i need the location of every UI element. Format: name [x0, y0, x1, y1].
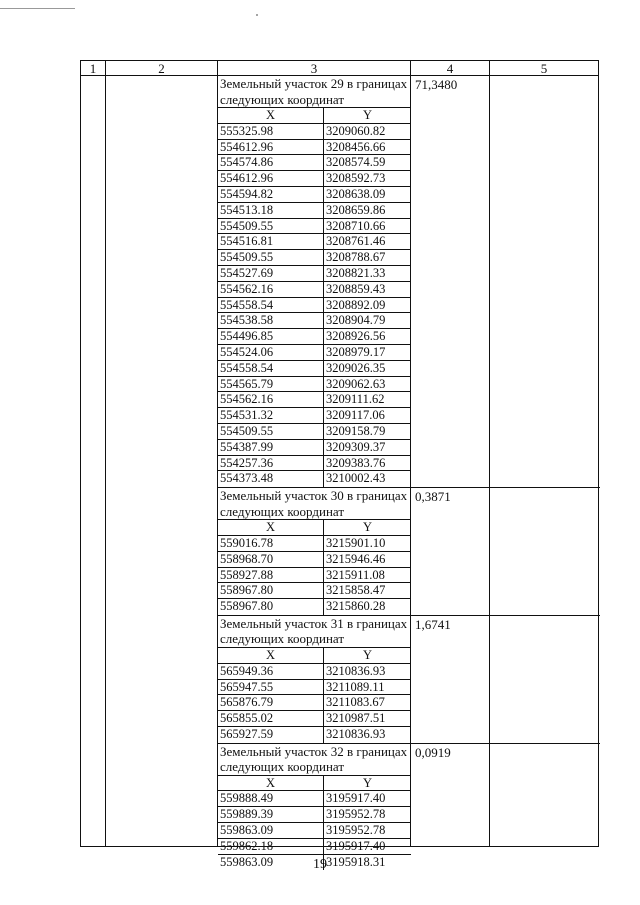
- coord-y-value: 3211089.11: [326, 679, 385, 694]
- coord-x-value: 554527.69: [218, 266, 324, 281]
- coord-x-value: 554574.86: [218, 155, 324, 170]
- col-divider-1: [105, 61, 106, 846]
- parcel-block: [218, 488, 600, 615]
- coord-x-value: 558927.88: [218, 568, 324, 583]
- coord-x-value: 565949.36: [218, 664, 324, 679]
- coord-y-value: 3211083.67: [326, 695, 385, 710]
- coord-x-value: 554509.55: [218, 219, 324, 234]
- coord-y-value: 3209062.63: [326, 376, 386, 391]
- parcel-area-value: 0,3871: [415, 489, 451, 505]
- coord-x-value: 559863.09: [218, 823, 324, 838]
- coord-x-value: 554562.16: [218, 392, 324, 407]
- coord-row: [218, 392, 411, 408]
- coord-row: [218, 234, 411, 250]
- parcel-area-value: 71,3480: [415, 77, 458, 92]
- coord-y-value: 3208592.73: [326, 171, 386, 186]
- coord-row: [218, 440, 411, 456]
- coord-header-y: Y: [362, 108, 373, 122]
- parcel-block: [218, 76, 600, 487]
- coord-y-value: 3208859.43: [326, 281, 386, 296]
- coord-x-value: 554558.54: [218, 361, 324, 376]
- coord-row: [218, 187, 411, 203]
- coord-x-value: 554509.55: [218, 250, 324, 265]
- coord-row: [218, 456, 411, 472]
- coord-x-value: 554257.36: [218, 456, 324, 471]
- coord-x-value: 559862.18: [218, 839, 324, 854]
- coord-row: [218, 471, 411, 487]
- parcel-block: [218, 744, 600, 871]
- coord-row: [218, 424, 411, 440]
- coord-y-value: 3208456.66: [326, 139, 386, 154]
- coord-y-value: 3195917.40: [326, 791, 386, 806]
- coord-x-value: 554594.82: [218, 187, 324, 202]
- scan-speck: [256, 14, 258, 16]
- coord-row: [218, 345, 411, 361]
- coord-row: [218, 408, 411, 424]
- coord-header-y: Y: [362, 647, 373, 662]
- coord-y-value: 3209158.79: [326, 423, 386, 438]
- coord-x-value: 554373.48: [218, 471, 324, 487]
- coord-x-value: 558967.80: [218, 583, 324, 598]
- coord-row: [218, 599, 411, 615]
- parcels-list: [218, 76, 600, 870]
- coord-y-value: 3215858.47: [326, 583, 386, 598]
- coord-x-value: 558967.80: [218, 599, 324, 615]
- coord-row: [218, 552, 411, 568]
- header-col-1: 1: [89, 61, 97, 76]
- coord-row: [218, 583, 411, 599]
- coord-y-value: 3208892.09: [326, 297, 386, 312]
- header-col-4: 4: [446, 61, 454, 76]
- coord-y-value: 3208979.17: [326, 344, 386, 359]
- coord-x-value: 554558.54: [218, 298, 324, 313]
- coord-header-row: [218, 776, 411, 792]
- coord-row: [218, 298, 411, 314]
- coord-y-value: 3210836.93: [326, 663, 386, 678]
- coord-header-x: X: [218, 520, 324, 535]
- coord-row: [218, 536, 411, 552]
- coord-x-value: 554516.81: [218, 234, 324, 249]
- coord-row: [218, 124, 411, 140]
- coord-y-value: 3215901.10: [326, 535, 386, 550]
- coord-row: [218, 377, 411, 393]
- coord-x-value: 554612.96: [218, 140, 324, 155]
- coord-y-value: 3208926.56: [326, 329, 386, 344]
- coord-x-value: 554496.85: [218, 329, 324, 344]
- coord-y-value: 3195917.40: [326, 838, 386, 853]
- coord-row: [218, 727, 411, 743]
- parcel-title: Земельный участок 31 в границах следующих координат: [218, 616, 411, 648]
- coord-x-value: 559888.49: [218, 791, 324, 806]
- coord-header-x: X: [218, 648, 324, 663]
- parcel-title: Земельный участок 30 в границах следующих координат: [218, 488, 411, 520]
- coord-x-value: 554612.96: [218, 171, 324, 186]
- coord-row: [218, 791, 411, 807]
- coord-row: [218, 313, 411, 329]
- coord-header-row: [218, 520, 411, 536]
- coord-row: [218, 250, 411, 266]
- coord-y-value: 3215946.46: [326, 551, 386, 566]
- parcel-title: Земельный участок 29 в границах следующих координат: [218, 76, 411, 108]
- coord-y-value: 3208788.67: [326, 250, 386, 265]
- parcel-block: [218, 616, 600, 743]
- coord-row: [218, 664, 411, 680]
- coord-y-value: 3195952.78: [326, 807, 386, 822]
- header-col-3: 3: [310, 61, 318, 76]
- coord-row: [218, 568, 411, 584]
- coord-x-value: 554509.55: [218, 424, 324, 439]
- coord-y-value: 3209309.37: [326, 439, 386, 454]
- coord-row: [218, 807, 411, 823]
- coord-row: [218, 171, 411, 187]
- coord-x-value: 565855.02: [218, 711, 324, 726]
- coord-x-value: 554531.32: [218, 408, 324, 423]
- coord-row: [218, 140, 411, 156]
- coord-row: [218, 823, 411, 839]
- coord-row: [218, 329, 411, 345]
- coord-row: [218, 711, 411, 727]
- coord-y-value: 3209026.35: [326, 360, 386, 375]
- coord-x-value: 554524.06: [218, 345, 324, 360]
- coord-y-value: 3215860.28: [326, 599, 386, 614]
- page-number: 19: [313, 857, 327, 872]
- coord-y-value: 3208638.09: [326, 186, 386, 201]
- coord-y-value: 3208904.79: [326, 313, 386, 328]
- coord-row: [218, 219, 411, 235]
- coord-header-row: [218, 648, 411, 664]
- coord-y-value: 3195918.31: [326, 854, 386, 869]
- coord-x-value: 559863.09: [218, 855, 324, 871]
- coord-x-value: 554513.18: [218, 203, 324, 218]
- coord-y-value: 3210002.43: [326, 471, 386, 486]
- coord-row: [218, 695, 411, 711]
- coord-y-value: 3208821.33: [326, 265, 386, 280]
- coord-row: [218, 361, 411, 377]
- coord-header-x: X: [218, 776, 324, 791]
- coord-x-value: 565947.55: [218, 680, 324, 695]
- coord-x-value: 554562.16: [218, 282, 324, 297]
- parcel-area-value: 0,0919: [415, 744, 451, 760]
- coord-y-value: 3209111.62: [326, 392, 385, 407]
- coord-x-value: 558968.70: [218, 552, 324, 567]
- parcel-area-value: 1,6741: [415, 616, 451, 632]
- coord-x-value: 554387.99: [218, 440, 324, 455]
- header-col-5: 5: [540, 61, 548, 76]
- coord-y-value: 3209383.76: [326, 455, 386, 470]
- coord-row: [218, 155, 411, 171]
- coord-row: [218, 839, 411, 855]
- coord-x-value: 559889.39: [218, 807, 324, 822]
- coord-y-value: 3208659.86: [326, 202, 386, 217]
- coord-y-value: 3210987.51: [326, 711, 386, 726]
- header-col-2: 2: [158, 61, 165, 76]
- coord-y-value: 3210836.93: [326, 726, 386, 741]
- coord-x-value: 565927.59: [218, 727, 324, 743]
- coord-row: [218, 680, 411, 696]
- coord-y-value: 3215911.08: [326, 567, 385, 582]
- coord-x-value: 555325.98: [218, 124, 324, 139]
- coord-header-y: Y: [362, 520, 373, 535]
- coord-x-value: 559016.78: [218, 536, 324, 551]
- coord-header-y: Y: [362, 775, 373, 790]
- coord-x-value: 565876.79: [218, 695, 324, 710]
- coord-row: [218, 266, 411, 282]
- coord-y-value: 3208710.66: [326, 218, 386, 233]
- coord-y-value: 3208761.46: [326, 234, 386, 249]
- coord-y-value: 3195952.78: [326, 823, 386, 838]
- coord-header-row: [218, 108, 411, 124]
- coord-header-x: X: [218, 108, 324, 123]
- coord-x-value: 554565.79: [218, 377, 324, 392]
- coord-y-value: 3209117.06: [326, 408, 385, 423]
- coord-row: [218, 282, 411, 298]
- coord-row: [218, 203, 411, 219]
- coord-y-value: 3209060.82: [326, 123, 386, 138]
- coord-y-value: 3208574.59: [326, 155, 386, 170]
- parcel-title: Земельный участок 32 в границах следующих координат: [218, 744, 411, 776]
- coordinates-table: [80, 60, 599, 869]
- coord-x-value: 554538.58: [218, 313, 324, 328]
- top-rule: [0, 8, 75, 9]
